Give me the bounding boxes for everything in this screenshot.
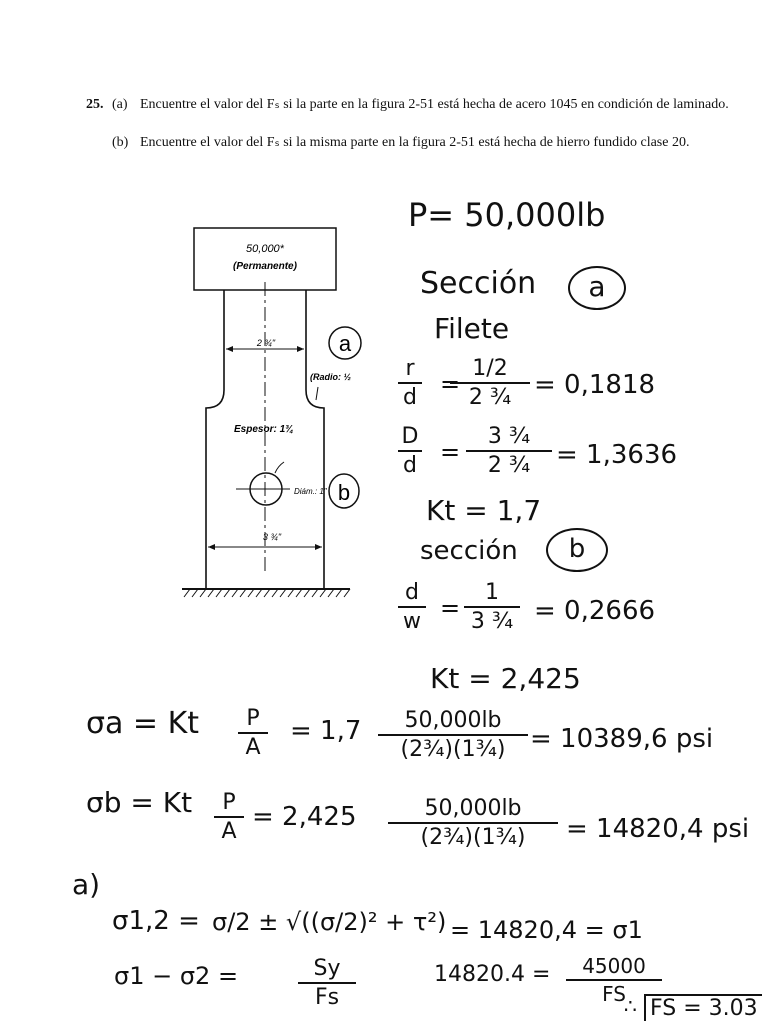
ratio-D: D — [401, 424, 419, 449]
radius-leader — [316, 387, 318, 400]
stress-b-area: A — [221, 819, 237, 844]
ratio-d-w-d: d — [405, 580, 419, 605]
stress-a-p: P — [246, 706, 260, 731]
stress-a-lhs: σa = Kt — [86, 706, 200, 741]
problem-label-b: (b) — [112, 135, 129, 150]
ratio-d-w-num: 1 — [485, 580, 499, 605]
principal-result: = 14820,4 = σ1 — [450, 916, 643, 944]
ratio-r-d — [398, 356, 422, 410]
section-b-heading: sección — [420, 536, 518, 566]
problem-label-a: (a) — [112, 97, 128, 112]
part-figure — [178, 222, 388, 607]
sy-over-fs — [298, 956, 356, 1010]
ratio-D-d-denom: 2 ¾ — [487, 453, 531, 478]
principal-formula: σ/2 ± √((σ/2)² + τ²) — [212, 908, 447, 936]
ratio-r-d-den: 2 ¾ — [468, 385, 512, 410]
dim-arrow-left — [226, 346, 233, 352]
ratio-d: d — [403, 385, 417, 410]
ratio-d-w-den: 3 ¾ — [470, 609, 514, 634]
ratio-D-d-value — [466, 424, 552, 478]
stress-b-kt: = 2,425 — [252, 802, 357, 832]
hole-leader — [275, 462, 284, 473]
stress-a-den: (2¾)(1¾) — [400, 737, 506, 762]
ratio-r-d-eq: = — [440, 370, 461, 398]
ratio-r-d-num: 1/2 — [472, 356, 508, 381]
load-type: (Permanente) — [233, 261, 297, 272]
load-box — [194, 228, 336, 290]
diameter-label: Diám.: 1" — [294, 487, 327, 496]
fs: Fs — [314, 985, 340, 1010]
ratio-D-d — [398, 424, 422, 478]
fs-eq: 14820.4 = — [434, 962, 551, 987]
stress-a-result: = 10389,6 psi — [530, 724, 714, 754]
stress-a-kt: = 1,7 — [290, 716, 362, 746]
top-width-label: 2 ¾" — [256, 338, 276, 348]
section-a-circle-label: a — [568, 266, 626, 310]
stress-a-num: 50,000lb — [404, 708, 502, 733]
ratio-d-w — [398, 580, 426, 634]
radius-label: (Radio: ½ — [310, 372, 352, 382]
section-a-heading: Sección — [420, 266, 537, 301]
stress-b-lhs: σb = Kt — [86, 786, 193, 819]
problem-text-b: Encuentre el valor del Fₛ si la misma parte en la figura 2-51 está hecha de hierro fundido clase 20. — [140, 135, 690, 150]
thickness-label: Espesor: 1¾ — [234, 424, 294, 435]
fs-therefore: ∴ — [624, 994, 637, 1018]
ratio-d-w-w: w — [403, 609, 421, 634]
marker-b: b — [337, 480, 351, 505]
ground-hatch — [184, 589, 350, 597]
stress-b-frac — [388, 796, 558, 850]
problem-text-a: Encuentre el valor del Fₛ si la parte en la figura 2-51 está hecha de acero 1045 en condición de laminado. — [140, 97, 729, 112]
stress-a-frac — [378, 708, 528, 762]
load-value: 50,000* — [246, 243, 284, 255]
dim-arrow-left-2 — [208, 544, 215, 550]
bottom-width-label: 3 ¾" — [262, 532, 282, 542]
ratio-r-d-value — [450, 356, 530, 410]
stress-b-p: P — [222, 790, 236, 815]
stress-b-result: = 14820,4 psi — [566, 814, 750, 844]
problem-number: 25. — [86, 97, 104, 112]
part-a-label: a) — [72, 868, 101, 901]
ratio-D-d-den: d — [403, 453, 417, 478]
stress-b-den: (2¾)(1¾) — [420, 825, 526, 850]
section-b-circle-label: b — [546, 528, 608, 572]
stress-a-area: A — [245, 735, 261, 760]
kt-section-b: Kt = 2,425 — [430, 662, 581, 695]
ratio-D-d-result: = 1,3636 — [556, 440, 678, 470]
kt-section-a: Kt = 1,7 — [426, 494, 542, 527]
stress-b-num: 50,000lb — [424, 796, 522, 821]
marker-a: a — [338, 331, 352, 356]
ratio-D-d-num: 3 ¾ — [487, 424, 531, 449]
fs-calc-den: FS — [602, 982, 626, 1006]
ratio-r: r — [405, 356, 415, 381]
load-note: P= 50,000lb — [408, 196, 606, 234]
ratio-r-d-result: = 0,1818 — [534, 370, 656, 400]
ratio-D-d-eq: = — [440, 438, 461, 466]
principal-lhs: σ1,2 = — [112, 906, 200, 936]
dim-arrow-right — [297, 346, 304, 352]
ratio-d-w-value — [464, 580, 520, 634]
stress-a-pa — [238, 706, 268, 760]
fillet-heading: Filete — [434, 312, 510, 345]
ratio-d-w-result: = 0,2666 — [534, 596, 656, 626]
stress-b-pa — [214, 790, 244, 844]
fs-result-box: FS = 3.03 — [644, 994, 762, 1021]
dim-arrow-right-2 — [315, 544, 322, 550]
ratio-d-w-eq: = — [440, 594, 461, 622]
sy: Sy — [313, 956, 341, 981]
stress-diff-lhs: σ1 − σ2 = — [114, 962, 239, 990]
fs-calc-num: 45000 — [582, 954, 646, 978]
